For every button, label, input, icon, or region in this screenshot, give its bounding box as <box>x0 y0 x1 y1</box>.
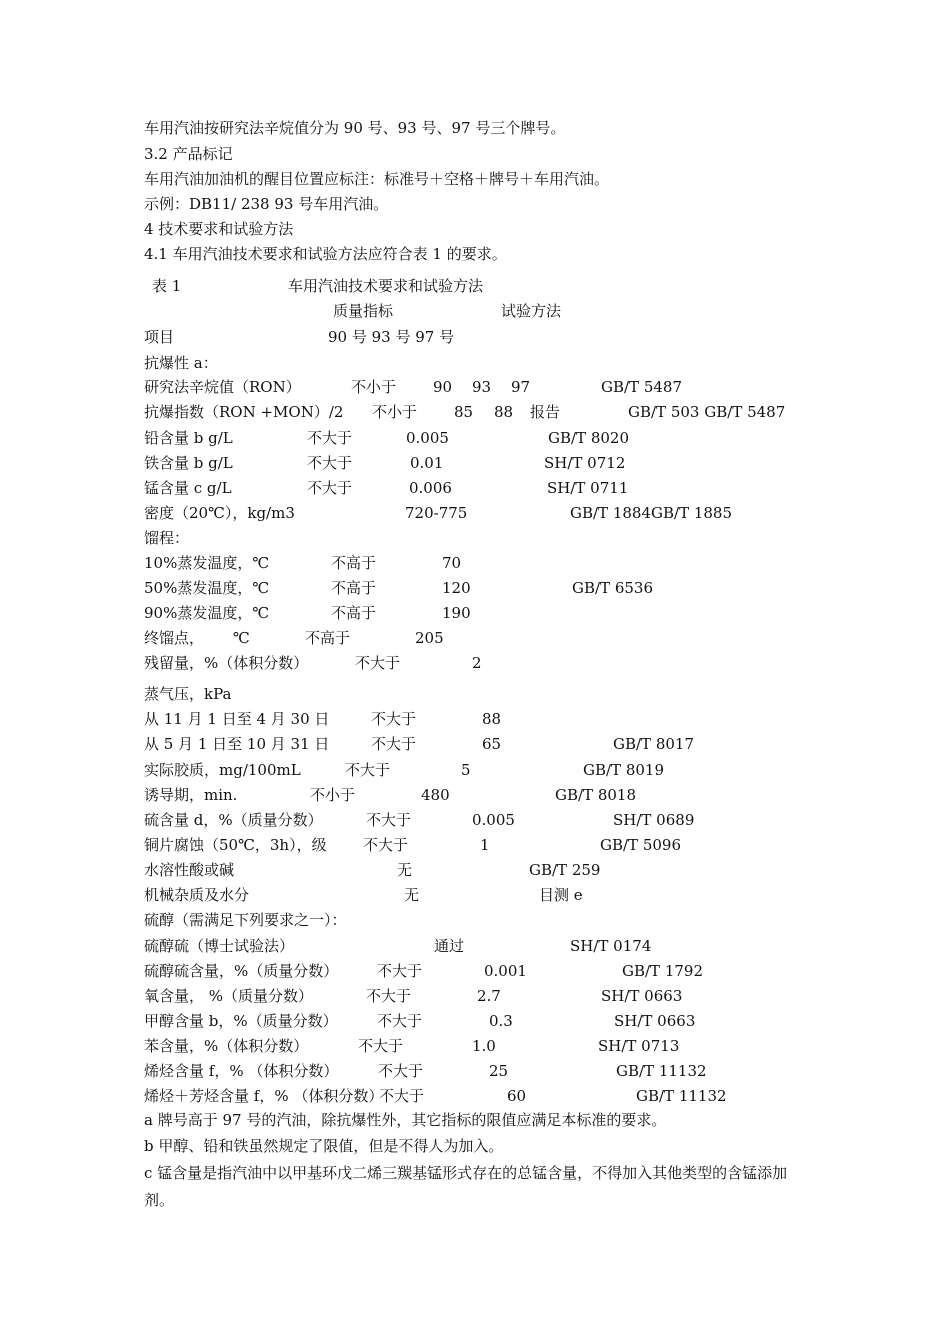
limit-cell: 不高于 <box>305 629 351 647</box>
item-cell: 硫醇硫含量，%（质量分数） <box>144 962 339 980</box>
item-cell: 密度（20℃），kg/m3 <box>144 504 295 522</box>
item-cell: 终馏点， <box>144 629 205 647</box>
limit-cell: 不小于 <box>372 403 418 421</box>
limit-cell: 不大于 <box>358 1037 404 1055</box>
value-cell: 70 <box>442 554 462 572</box>
method-cell: GB/T 8020 <box>548 429 630 447</box>
grade-90-cell: 85 <box>454 403 474 421</box>
method-cell: GB/T 259 <box>529 861 601 879</box>
item-cell: 铅含量 b g/L <box>144 429 233 447</box>
limit-cell: 不大于 <box>378 1062 424 1080</box>
method-cell: SH/T 0663 <box>614 1012 696 1030</box>
method-cell: SH/T 0663 <box>601 987 683 1005</box>
value-cell: 0.005 <box>406 429 449 447</box>
item-cell: 从 11 月 1 日至 4 月 30 日 <box>144 710 330 728</box>
value-cell: 88 <box>482 710 502 728</box>
limit-cell: 不大于 <box>371 735 417 753</box>
value-cell: 480 <box>421 786 450 804</box>
footnote-a: a 牌号高于 97 号的汽油，除抗爆性外，其它指标的限值应满足本标准的要求。 <box>144 1111 667 1129</box>
limit-cell: 不大于 <box>377 1012 423 1030</box>
item-cell: 硫醇（需满足下列要求之一）： <box>144 911 347 929</box>
column-header-grades: 90 号 93 号 97 号 <box>328 328 455 346</box>
item-cell: 铜片腐蚀（50℃，3h），级 <box>144 836 327 854</box>
item-cell: 馏程： <box>144 529 190 547</box>
column-header-item: 项目 <box>144 328 175 346</box>
item-cell: 残留量，%（体积分数） <box>144 654 309 672</box>
column-header-quality: 质量指标 <box>333 302 394 320</box>
limit-cell: 不小于 <box>351 378 397 396</box>
item-cell: 烯烃含量 f，% （体积分数） <box>144 1062 339 1080</box>
limit-cell: 不高于 <box>331 554 377 572</box>
marking-example: 示例：DB11/ 238 93 号车用汽油。 <box>144 195 389 213</box>
item-cell: 抗爆性 a： <box>144 354 218 372</box>
limit-cell: 不大于 <box>366 811 412 829</box>
table-caption: 车用汽油技术要求和试验方法 <box>288 277 484 295</box>
item-cell: 从 5 月 1 日至 10 月 31 日 <box>144 735 330 753</box>
limit-cell: 不大于 <box>371 710 417 728</box>
value-cell: 1 <box>480 836 490 854</box>
limit-cell: 不大于 <box>307 454 353 472</box>
method-cell: GB/T 8018 <box>555 786 637 804</box>
marking-rule: 车用汽油加油机的醒目位置应标注：标准号＋空格＋牌号＋车用汽油。 <box>144 170 610 188</box>
method-cell: SH/T 0712 <box>544 454 626 472</box>
item-cell: 锰含量 c g/L <box>144 479 232 497</box>
unit-cell: ℃ <box>233 629 250 647</box>
item-cell: 10%蒸发温度，℃ <box>144 554 270 572</box>
method-cell: GB/T 6536 <box>572 579 654 597</box>
method-cell: GB/T 1884GB/T 1885 <box>570 504 733 522</box>
grade-93-cell: 93 <box>472 378 492 396</box>
value-cell: 通过 <box>434 937 465 955</box>
method-cell: 目测 e <box>539 886 583 904</box>
limit-cell: 不大于 <box>377 962 423 980</box>
method-cell: GB/T 503 GB/T 5487 <box>628 403 786 421</box>
grade-97-cell: 报告 <box>530 403 561 421</box>
limit-cell: 不大于 <box>355 654 401 672</box>
method-cell: GB/T 5096 <box>600 836 682 854</box>
limit-cell: 不大于 <box>379 1087 425 1105</box>
section-heading-4: 4 技术要求和试验方法 <box>144 220 294 238</box>
limit-cell: 不大于 <box>345 761 391 779</box>
item-cell: 烯烃＋芳烃含量 f，% （体积分数） <box>144 1087 384 1105</box>
value-cell: 0.3 <box>489 1012 513 1030</box>
value-cell: 无 <box>404 886 420 904</box>
item-cell: 研究法辛烷值（RON） <box>144 378 301 396</box>
item-cell: 实际胶质，mg/100mL <box>144 761 301 779</box>
method-cell: SH/T 0713 <box>598 1037 680 1055</box>
item-cell: 90%蒸发温度，℃ <box>144 604 270 622</box>
value-cell: 720-775 <box>405 504 468 522</box>
limit-cell: 不小于 <box>310 786 356 804</box>
value-cell: 65 <box>482 735 502 753</box>
grade-93-cell: 88 <box>494 403 514 421</box>
method-cell: GB/T 8017 <box>613 735 695 753</box>
limit-cell: 不高于 <box>331 604 377 622</box>
item-cell: 硫醇硫（博士试验法） <box>144 937 295 955</box>
grades-sentence: 车用汽油按研究法辛烷值分为 90 号、93 号、97 号三个牌号。 <box>144 119 566 137</box>
item-cell: 蒸气压，kPa <box>144 685 232 703</box>
value-cell: 5 <box>461 761 471 779</box>
value-cell: 25 <box>489 1062 509 1080</box>
method-cell: SH/T 0174 <box>570 937 652 955</box>
value-cell: 0.01 <box>410 454 444 472</box>
column-header-method: 试验方法 <box>501 302 562 320</box>
footnote-c: c 锰含量是指汽油中以甲基环戊二烯三羰基锰形式存在的总锰含量，不得加入其他类型的含锰添加剂。 <box>144 1164 788 1209</box>
item-cell: 诱导期，min. <box>144 786 238 804</box>
method-cell: GB/T 11132 <box>636 1087 727 1105</box>
grade-97-cell: 97 <box>511 378 531 396</box>
limit-cell: 不高于 <box>331 579 377 597</box>
value-cell: 0.001 <box>484 962 527 980</box>
limit-cell: 不大于 <box>307 429 353 447</box>
value-cell: 205 <box>415 629 444 647</box>
method-cell: SH/T 0689 <box>613 811 695 829</box>
limit-cell: 不大于 <box>366 987 412 1005</box>
value-cell: 190 <box>442 604 471 622</box>
method-cell: GB/T 11132 <box>616 1062 707 1080</box>
item-cell: 抗爆指数（RON +MON）/2 <box>144 403 344 421</box>
method-cell: SH/T 0711 <box>547 479 629 497</box>
paragraph-4-1: 4.1 车用汽油技术要求和试验方法应符合表 1 的要求。 <box>144 245 507 263</box>
footnote-b: b 甲醇、铅和铁虽然规定了限值，但是不得人为加入。 <box>144 1137 504 1155</box>
value-cell: 60 <box>507 1087 527 1105</box>
item-cell: 机械杂质及水分 <box>144 886 250 904</box>
value-cell: 无 <box>397 861 413 879</box>
item-cell: 50%蒸发温度，℃ <box>144 579 270 597</box>
method-cell: GB/T 5487 <box>601 378 683 396</box>
item-cell: 铁含量 b g/L <box>144 454 233 472</box>
table-label: 表 1 <box>152 277 182 295</box>
method-cell: GB/T 1792 <box>622 962 704 980</box>
value-cell: 120 <box>442 579 471 597</box>
item-cell: 水溶性酸或碱 <box>144 861 235 879</box>
section-heading-3-2: 3.2 产品标记 <box>144 145 233 163</box>
value-cell: 1.0 <box>472 1037 496 1055</box>
value-cell: 0.005 <box>472 811 515 829</box>
limit-cell: 不大于 <box>307 479 353 497</box>
limit-cell: 不大于 <box>363 836 409 854</box>
item-cell: 苯含量，%（体积分数） <box>144 1037 309 1055</box>
method-cell: GB/T 8019 <box>583 761 665 779</box>
grade-90-cell: 90 <box>433 378 453 396</box>
value-cell: 2 <box>472 654 482 672</box>
value-cell: 0.006 <box>409 479 452 497</box>
item-cell: 甲醇含量 b，%（质量分数） <box>144 1012 338 1030</box>
value-cell: 2.7 <box>477 987 501 1005</box>
item-cell: 硫含量 d，%（质量分数） <box>144 811 323 829</box>
item-cell: 氧含量， %（质量分数） <box>144 987 314 1005</box>
